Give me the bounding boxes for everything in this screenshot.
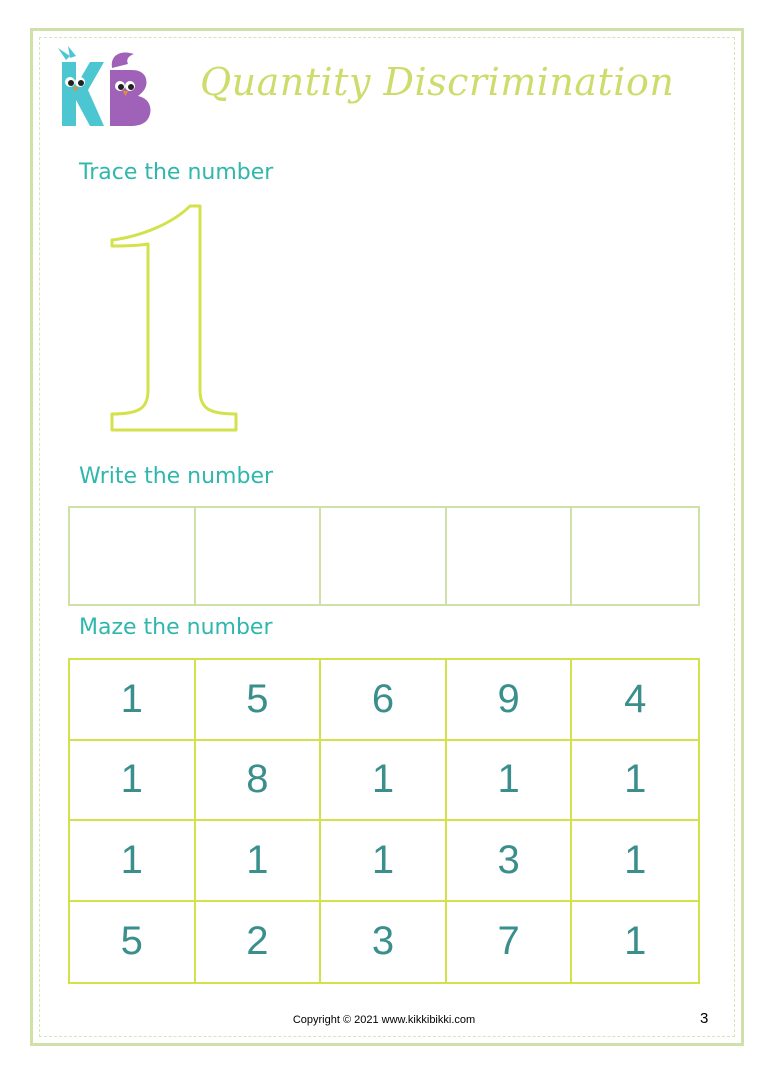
- maze-cell[interactable]: 1: [70, 741, 196, 822]
- maze-cell[interactable]: 8: [196, 741, 322, 822]
- write-box[interactable]: [70, 508, 196, 604]
- maze-cell[interactable]: 1: [624, 919, 647, 964]
- write-box[interactable]: [196, 508, 322, 604]
- copyright-footer: Copyright © 2021 www.kikkibikki.com: [292, 1014, 476, 1026]
- maze-cell[interactable]: 5: [196, 660, 322, 741]
- write-box[interactable]: [572, 508, 698, 604]
- maze-cell[interactable]: 1: [447, 741, 573, 822]
- write-box[interactable]: [321, 508, 447, 604]
- maze-cell[interactable]: 1: [70, 660, 196, 741]
- maze-cell[interactable]: 1: [572, 821, 698, 902]
- maze-grid: [68, 658, 700, 984]
- maze-cell[interactable]: 1: [572, 741, 698, 822]
- trace-heading: Trace the number: [79, 160, 274, 185]
- maze-heading: Maze the number: [79, 615, 273, 640]
- write-boxes: [68, 506, 700, 606]
- maze-cell[interactable]: 5: [70, 902, 196, 983]
- kikkibikki-logo-icon: [52, 46, 160, 132]
- write-box[interactable]: [447, 508, 573, 604]
- maze-cell[interactable]: 7: [447, 902, 573, 983]
- write-heading: Write the number: [79, 464, 274, 489]
- page-number: 3: [700, 1010, 709, 1027]
- maze-cell[interactable]: 1: [196, 821, 322, 902]
- maze-cell[interactable]: 1: [321, 821, 447, 902]
- traceable-number-one: [104, 200, 244, 436]
- maze-cell[interactable]: 2: [196, 902, 322, 983]
- maze-cell[interactable]: 1: [321, 741, 447, 822]
- maze-cell[interactable]: 1: [70, 821, 196, 902]
- maze-cell[interactable]: 6: [321, 660, 447, 741]
- maze-cell[interactable]: 9: [447, 660, 573, 741]
- maze-cell[interactable]: 3: [321, 902, 447, 983]
- worksheet-title: Quantity Discrimination: [200, 60, 675, 104]
- maze-cell[interactable]: 3: [447, 821, 573, 902]
- maze-cell[interactable]: 4: [572, 660, 698, 741]
